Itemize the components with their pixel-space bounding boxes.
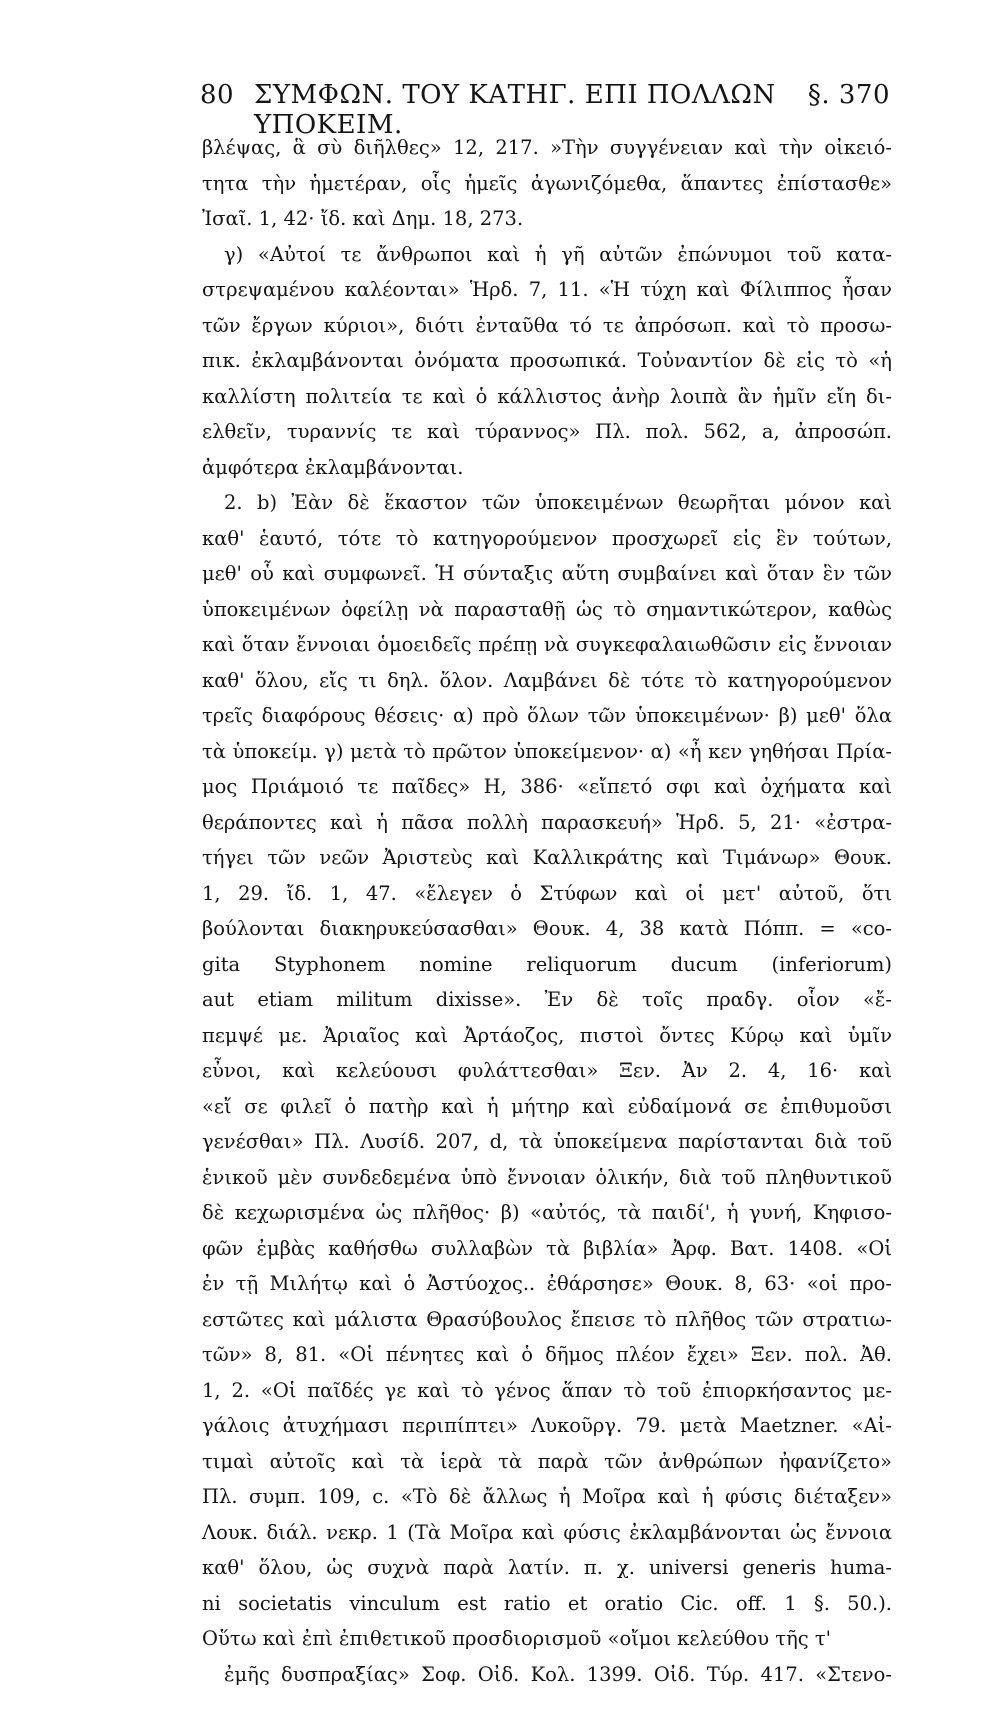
- text-line: καὶ ὅταν ἔννοιαι ὁμοειδεῖς πρέπῃ νὰ συγκεφαλαιωθῶσιν εἰς ἔννοιαν: [202, 633, 892, 656]
- text-line: Πλ. συμπ. 109, c. «Τὸ δὲ ἄλλως ἡ Μοῖρα καὶ ἡ φύσις διέταξεν»: [202, 1485, 892, 1508]
- text-line: Οὕτω καὶ ἐπὶ ἐπιθετικοῦ προσδιορισμοῦ «οἴμοι κελεύθου τῆς τ': [202, 1627, 832, 1650]
- text-line: 1, 2. «Οἱ παῖδές γε καὶ τὸ γένος ἅπαν τὸ τοῦ ἐπιορκήσαντος με-: [202, 1378, 892, 1402]
- text-line: δὲ κεχωρισμένα ὡς πλῆθος· β) «αὐτός, τὰ παιδί', ἡ γυνή, Κηφισο-: [202, 1201, 892, 1224]
- text-line: γ) «Αὐτοί τε ἄνθρωποι καὶ ἡ γῆ αὐτῶν ἐπώνυμοι τοῦ κατα-: [224, 242, 892, 266]
- text-line: καθ' ὅλου, εἴς τι δηλ. ὅλον. Λαμβάνει δὲ τότε τὸ κατηγορούμενον: [202, 668, 892, 692]
- text-line: Λουκ. διάλ. νεκρ. 1 (Τὰ Μοῖρα καὶ φύσις ἐκλαμβάνονται ὡς ἔννοια: [202, 1520, 892, 1544]
- text-line: καθ' ἑαυτό, τότε τὸ κατηγορούμενον προσχωρεῖ εἰς ἓν τούτων,: [202, 526, 892, 550]
- text-line: τιμαὶ αὐτοῖς καὶ τὰ ἱερὰ τὰ παρὰ τῶν ἀνθρώπων ἠφανίζετο»: [202, 1449, 892, 1473]
- text-line: μος Πριάμοιό τε παῖδες» Η, 386· «εἴπετό σφι καὶ ὀχήματα καὶ: [202, 775, 892, 798]
- text-line: τητα τὴν ἡμετέραν, οἷς ἡμεῖς ἀγωνιζόμεθα, ἅπαντες ἐπίστασθε»: [202, 171, 892, 195]
- text-line: γάλοις ἀτυχήμασι περιπίπτει» Λυκοῦργ. 79. μετὰ Maetzner. «Αἰ-: [202, 1414, 892, 1437]
- text-line: τήγει τῶν νεῶν Ἀριστεὺς καὶ Καλλικράτης καὶ Τιμάνωρ» Θουκ.: [202, 846, 892, 869]
- text-line: γενέσθαι» Πλ. Λυσίδ. 207, d, τὰ ὑποκείμενα παρίστανται διὰ τοῦ: [202, 1130, 892, 1153]
- running-header: [200, 80, 890, 140]
- text-line: πικ. ἐκλαμβάνονται ὀνόματα προσωπικά. Τοὐναντίον δὲ εἰς τὸ «ἡ: [202, 349, 892, 372]
- text-line: ὑποκειμένων ὀφείλῃ νὰ παρασταθῇ ὡς τὸ σημαντικώτερον, καθὼς: [202, 597, 892, 621]
- text-line: «εἴ σε φιλεῖ ὁ πατὴρ καὶ ἡ μήτηρ καὶ εὐδαίμονά σε ἐπιθυμοῦσι: [202, 1094, 892, 1118]
- page-number: 80: [200, 80, 235, 110]
- text-line: 1, 29. ἴδ. 1, 47. «ἔλεγεν ὁ Στύφων καὶ οἱ μετ' αὐτοῦ, ὅτι: [202, 881, 892, 905]
- text-line: θεράποντες καὶ ἡ πᾶσα πολλὴ παρασκευή» Ἡρδ. 5, 21· «ἐστρα-: [202, 810, 892, 834]
- text-line: ἐν τῇ Μιλήτῳ καὶ ὁ Ἀστύοχος.. ἐθάρσησε» Θουκ. 8, 63· «οἱ προ-: [202, 1272, 892, 1295]
- text-line: τῶν ἔργων κύριοι», διότι ἐνταῦθα τό τε ἀπρόσωπ. καὶ τὸ προσω-: [202, 313, 892, 337]
- text-line: βούλονται διακηρυκεύσασθαι» Θουκ. 4, 38 κατὰ Πόππ. = «co-: [202, 917, 892, 940]
- text-line: καθ' ὅλου, ὡς συχνὰ παρὰ λατίν. π. χ. universi generis huma-: [202, 1556, 892, 1579]
- section-number: §. 370: [807, 80, 890, 110]
- running-title: ΣΥΜΦΩΝ. ΤΟΥ ΚΑΤΗΓ. ΕΠΙ ΠΟΛΛΩΝ ΥΠΟΚΕΙΜ.: [254, 80, 776, 140]
- text-line: ἀμφότερα ἐκλαμβάνονται.: [202, 455, 464, 479]
- text-line: ἑνικοῦ μὲν συνδεδεμένα ὑπὸ ἔννοιαν ὁλικήν, διὰ τοῦ πληθυντικοῦ: [202, 1165, 892, 1189]
- text-line: ἐμῆς δυσπραξίας» Σοφ. Οἰδ. Κολ. 1399. Οἰδ. Τύρ. 417. «Στενο-: [224, 1662, 892, 1686]
- text-line: ελθεῖν, τυραννίς τε καὶ τύραννος» Πλ. πολ. 562, a, ἀπροσώπ.: [202, 420, 892, 443]
- text-line: εστῶτες καὶ μάλιστα Θρασύβουλος ἔπεισε τὸ πλῆθος τῶν στρατιω-: [202, 1307, 892, 1331]
- text-line: τῶν» 8, 81. «Οἱ πένητες καὶ ὁ δῆμος πλέον ἔχει» Ξεν. πολ. Ἀθ.: [202, 1343, 892, 1366]
- body-text: [202, 130, 892, 1728]
- text-line: aut etiam militum dixisse». Ἐν δὲ τοῖς πραδγ. οἷον «ἔ-: [202, 988, 892, 1011]
- text-line: ni societatis vinculum est ratio et oratio Cic. off. 1 §. 50.).: [202, 1591, 892, 1615]
- text-line: καλλίστη πολιτεία τε καὶ ὁ κάλλιστος ἀνὴρ λοιπὰ ἂν ἡμῖν εἴη δι-: [202, 384, 892, 408]
- text-line: μεθ' οὗ καὶ συμφωνεῖ. Ἡ σύνταξις αὕτη συμβαίνει καὶ ὅταν ἓν τῶν: [202, 562, 892, 585]
- text-line: στρεψαμένου καλέονται» Ἡρδ. 7, 11. «Ἡ τύχη καὶ Φίλιππος ἦσαν: [202, 278, 892, 301]
- text-line: [202, 1692, 892, 1728]
- text-line: πεμψέ με. Ἀριαῖος καὶ Ἀρτάοζος, πιστοὶ ὄντες Κύρῳ καὶ ὑμῖν: [202, 1023, 892, 1047]
- text-line: gita Styphonem nomine reliquorum ducum (inferiorum): [202, 952, 892, 976]
- text-line: τρεῖς διαφόρους θέσεις· α) πρὸ ὅλων τῶν ὑποκειμένων· β) μεθ' ὅλα: [202, 704, 892, 727]
- text-line: 2. b) Ἐὰν δὲ ἕκαστον τῶν ὑποκειμένων θεωρῆται μόνον καὶ: [224, 491, 892, 514]
- text-line: εὖνοι, καὶ κελεύουσι φυλάττεσθαι» Ξεν. Ἀν 2. 4, 16· καὶ: [202, 1059, 892, 1082]
- text-line: φῶν ἐμβὰς καθήσθω συλλαβὼν τὰ βιβλία» Ἀρφ. Βατ. 1408. «Οἱ: [202, 1236, 892, 1260]
- text-line: τὰ ὑποκείμ. γ) μετὰ τὸ πρῶτον ὑποκείμενον· α) «ἦ κεν γηθήσαι Πρία-: [202, 739, 892, 763]
- text-line: βλέψας, ἃ σὺ διῆλθες» 12, 217. »Τὴν συγγένειαν καὶ τὴν οἰκειό-: [202, 136, 892, 159]
- text-line: Ἰσαῖ. 1, 42· ἴδ. καὶ Δημ. 18, 273.: [202, 207, 524, 230]
